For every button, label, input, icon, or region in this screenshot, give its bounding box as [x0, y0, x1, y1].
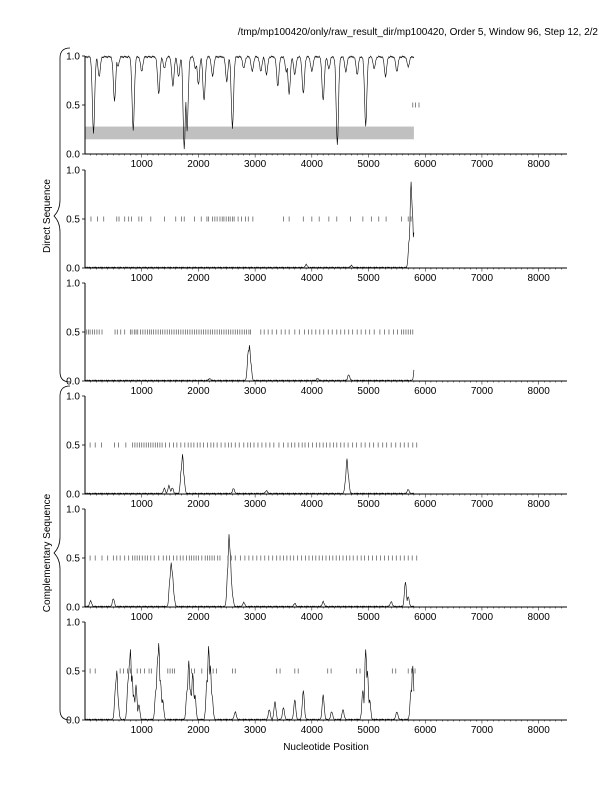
x-tick-label: 5000: [357, 725, 380, 736]
y-tick-label: 1.0: [66, 278, 80, 290]
x-tick-label: 4000: [300, 159, 323, 170]
x-tick-label: 5000: [357, 499, 380, 510]
x-tick-label: 6000: [414, 159, 437, 170]
x-tick-label: 1000: [130, 386, 153, 397]
y-tick-label: 0.0: [66, 149, 80, 161]
x-tick-label: 6000: [414, 499, 437, 510]
y-tick-label: 0.0: [66, 602, 80, 614]
threshold-band: [85, 127, 414, 140]
x-tick-label: 3000: [243, 273, 267, 284]
x-tick-label: 4000: [300, 725, 323, 736]
x-tick-label: 8000: [527, 725, 550, 736]
series-line-frame: [85, 454, 414, 494]
x-tick-label: 5000: [357, 386, 380, 397]
x-tick-label: 4000: [300, 273, 323, 284]
y-tick-label: 0.5: [66, 100, 80, 112]
panel-complementary-frame-3: [66, 618, 567, 737]
x-tick-label: 1000: [130, 273, 153, 284]
x-tick-label: 2000: [187, 386, 210, 397]
y-tick-label: 1.0: [66, 504, 80, 516]
y-tick-label: 0.5: [66, 214, 80, 226]
y-tick-label: 1.0: [66, 617, 80, 629]
x-tick-label: 2000: [187, 612, 210, 623]
series-line-frame: [85, 182, 414, 268]
x-tick-label: 7000: [470, 725, 494, 736]
chart-title: /tmp/mp100420/only/raw_result_dir/mp100420, Order 5, Window 96, Step 12, 2/2: [237, 27, 598, 38]
x-axis-label: Nucleotide Position: [283, 742, 369, 753]
x-tick-label: 7000: [470, 499, 494, 510]
x-tick-label: 8000: [527, 386, 550, 397]
y-tick-label: 0.0: [66, 376, 80, 388]
x-tick-label: 8000: [527, 612, 550, 623]
y-tick-label: 1.0: [66, 165, 80, 177]
x-tick-label: 8000: [527, 499, 550, 510]
x-tick-label: 1000: [130, 499, 153, 510]
x-tick-label: 7000: [470, 386, 494, 397]
y-tick-label: 1.0: [66, 391, 80, 403]
y-tick-label: 0.0: [66, 263, 80, 275]
x-tick-label: 1000: [130, 159, 153, 170]
y-tick-label: 1.0: [66, 51, 80, 63]
x-tick-label: 8000: [527, 159, 550, 170]
x-tick-label: 3000: [243, 725, 267, 736]
x-tick-label: 5000: [357, 612, 380, 623]
x-tick-label: 6000: [414, 386, 437, 397]
panel-complementary-frame-1: [66, 392, 567, 511]
x-tick-label: 5000: [357, 159, 380, 170]
series-line-frame: [85, 643, 414, 720]
x-tick-label: 6000: [414, 273, 437, 284]
x-tick-label: 7000: [470, 612, 494, 623]
y-tick-label: 0.5: [66, 666, 80, 678]
group-label-direct: Direct Sequence: [42, 179, 53, 253]
y-tick-label: 0.5: [66, 553, 80, 565]
y-tick-label: 0.0: [66, 489, 80, 501]
x-tick-label: 1000: [130, 725, 153, 736]
x-tick-label: 2000: [187, 159, 210, 170]
x-tick-label: 5000: [357, 273, 380, 284]
x-tick-label: 3000: [243, 159, 267, 170]
group-label-complementary: Complementary Sequence: [42, 493, 53, 613]
x-tick-label: 7000: [470, 159, 494, 170]
x-tick-label: 2000: [187, 725, 210, 736]
panel-coding-potential-overview: [66, 52, 567, 171]
x-tick-label: 3000: [243, 612, 267, 623]
x-tick-label: 4000: [300, 499, 323, 510]
panels-group: [66, 52, 567, 737]
panel-direct-frame-1: [66, 166, 567, 285]
panel-complementary-frame-2: [66, 505, 567, 624]
panel-direct-frame-2: [66, 279, 567, 398]
y-tick-label: 0.5: [66, 327, 80, 339]
x-tick-label: 2000: [187, 499, 210, 510]
series-line-frame: [85, 534, 414, 607]
series-line-frame: [85, 345, 414, 381]
x-tick-label: 7000: [470, 273, 494, 284]
x-tick-label: 3000: [243, 386, 267, 397]
x-tick-label: 8000: [527, 273, 550, 284]
x-tick-label: 1000: [130, 612, 153, 623]
x-tick-label: 3000: [243, 499, 267, 510]
x-tick-label: 4000: [300, 386, 323, 397]
y-tick-label: 0.0: [66, 715, 80, 727]
x-tick-label: 6000: [414, 725, 437, 736]
x-tick-label: 6000: [414, 612, 437, 623]
x-tick-label: 2000: [187, 273, 210, 284]
y-tick-label: 0.5: [66, 440, 80, 452]
x-tick-label: 4000: [300, 612, 323, 623]
